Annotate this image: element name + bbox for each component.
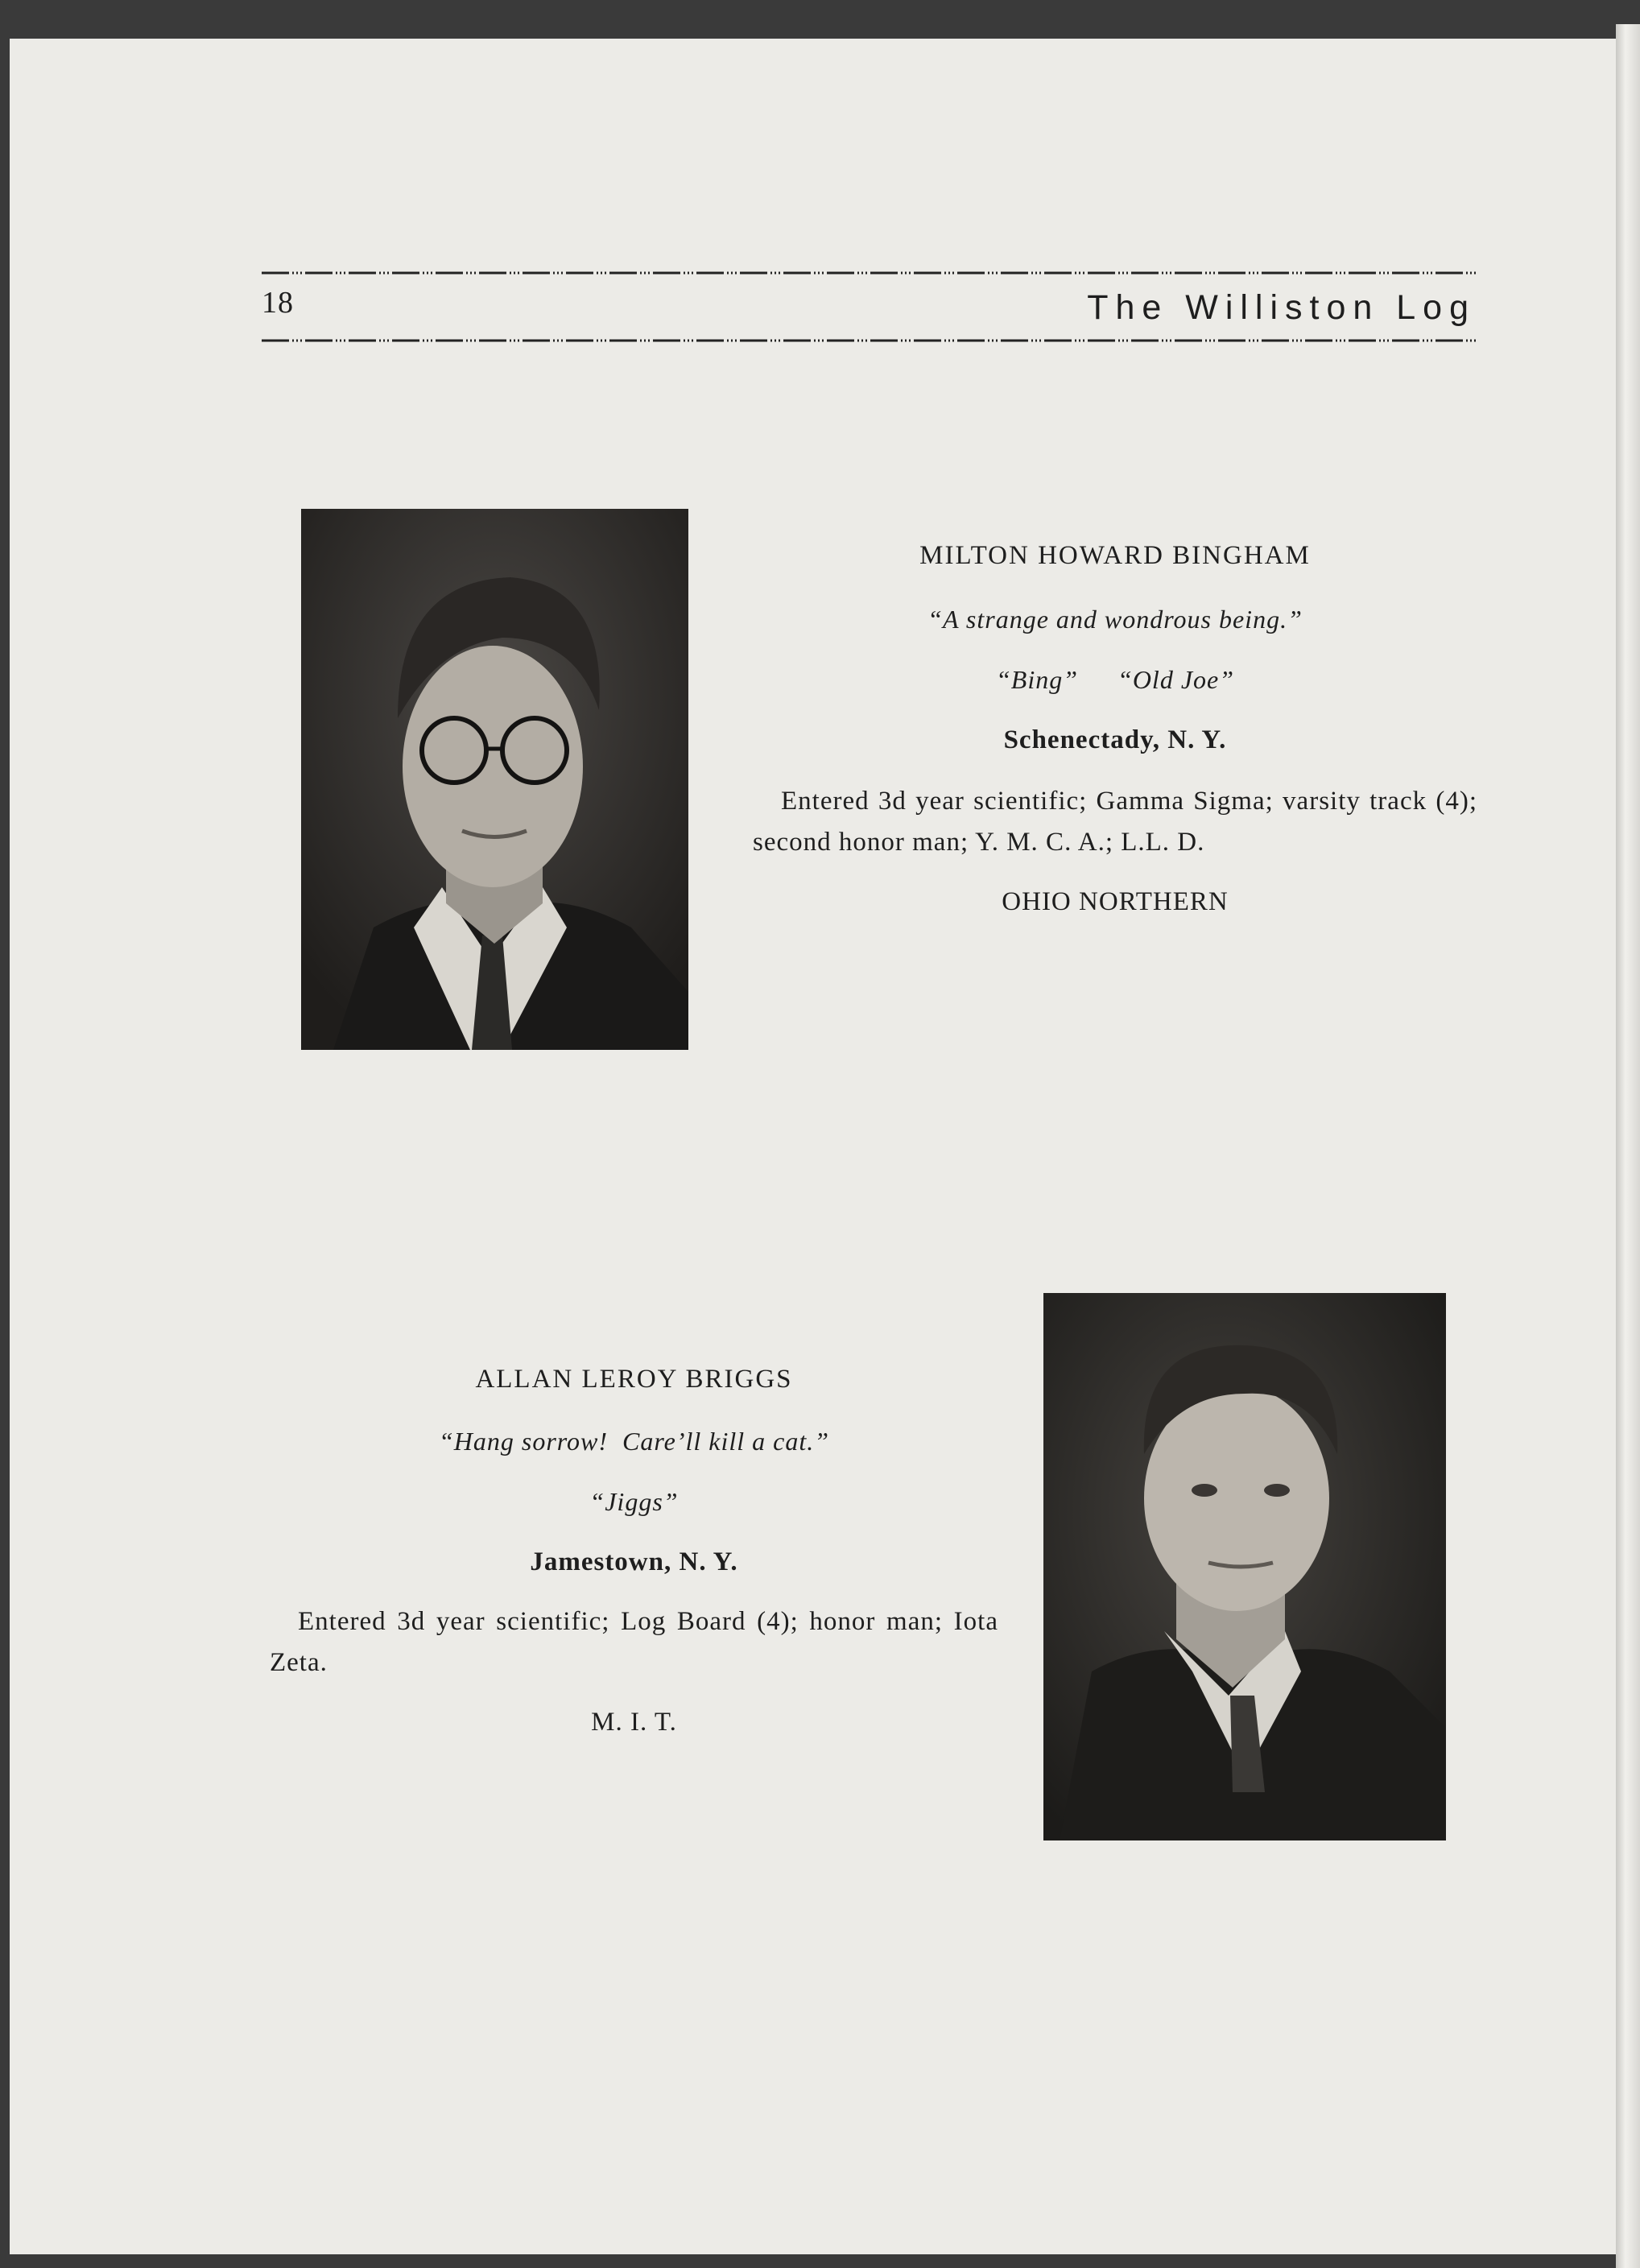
page-number: 18 [262,286,294,320]
nickname: “Old Joe” [1117,665,1235,694]
student-college: M. I. T. [591,1708,677,1737]
student-college: OHIO NORTHERN [1002,887,1229,916]
header-rule-top [262,269,1476,277]
entry-bingham [753,541,1477,917]
page-edge [1616,24,1640,2268]
student-name: MILTON HOWARD BINGHAM [919,541,1311,570]
entry-briggs [270,1365,998,1737]
student-name: ALLAN LEROY BRIGGS [475,1365,793,1394]
nickname: “Jiggs” [589,1487,679,1516]
student-record: Entered 3d year scientific; Log Board (4); honor man; Iota Zeta. [270,1607,998,1677]
header-rule-bottom [262,337,1476,345]
student-quote: “Hang sorrow! Care’ll kill a cat.” [438,1427,830,1456]
portrait-photo-bingham [301,509,688,1050]
nickname: “Bing” [995,665,1079,694]
student-hometown: Jamestown, N. Y. [530,1547,738,1576]
yearbook-page [10,39,1616,2254]
student-nicknames [270,1487,998,1517]
running-title: The Williston Log [1087,288,1476,327]
portrait-photo-briggs [1043,1293,1446,1840]
student-quote: “A strange and wondrous being.” [927,605,1303,634]
student-hometown: Schenectady, N. Y. [1003,725,1227,754]
student-nicknames [753,665,1477,695]
student-record: Entered 3d year scientific; Gamma Sigma; varsity track (4); second honor man; Y. M. C. A.; L.L. D. [753,787,1477,857]
